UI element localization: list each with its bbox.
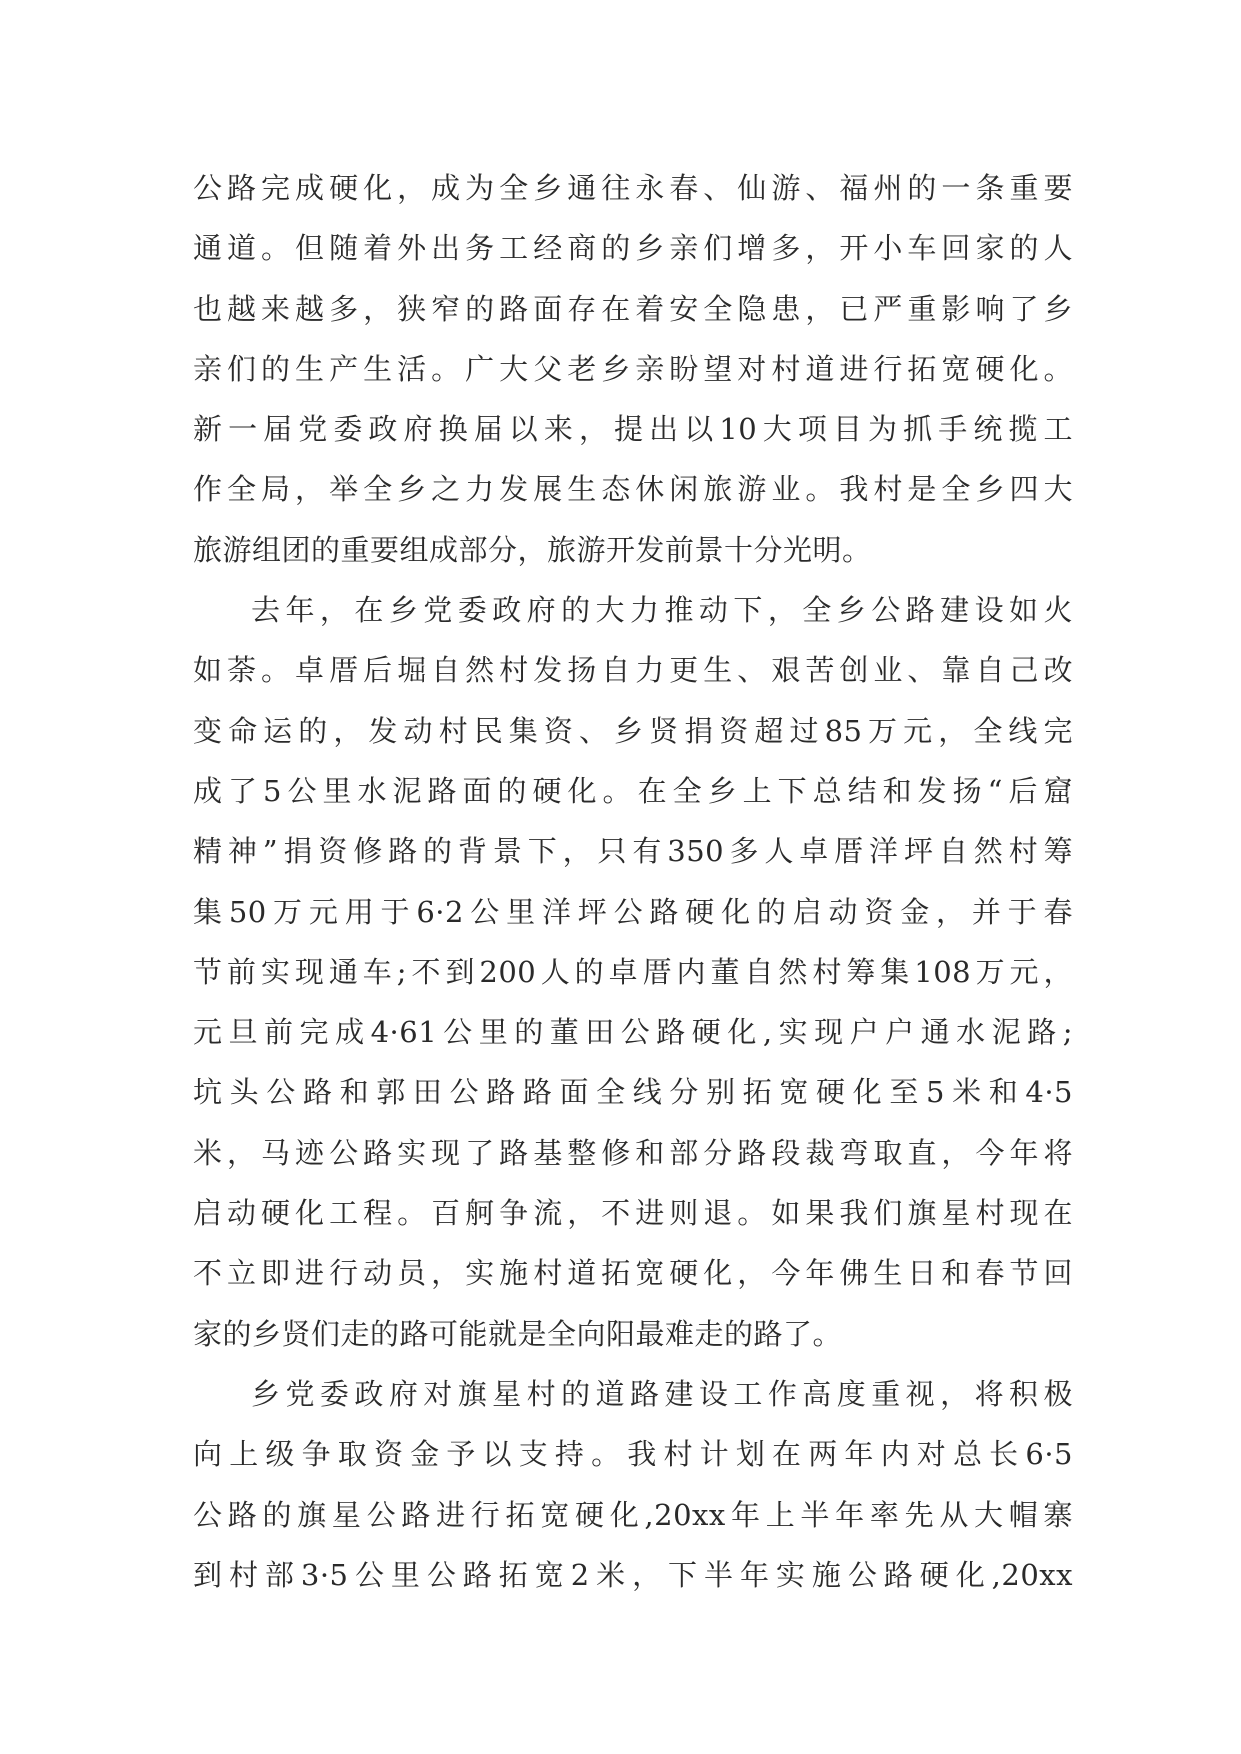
text-line: 通道。但随着外出务工经商的乡亲们增多，开小车回家的人 xyxy=(193,231,1073,266)
text-line: 旅游组团的重要组成部分，旅游开发前景十分光明。 xyxy=(193,532,872,567)
text-line: 也越来越多，狭窄的路面存在着安全隐患，已严重影响了乡 xyxy=(193,291,1073,326)
text-line: 公路的旗星公路进行拓宽硬化,20xx年上半年率先从大帽寨 xyxy=(193,1497,1073,1532)
text-line: 去年，在乡党委政府的大力推动下，全乡公路建设如火 xyxy=(251,593,1073,628)
text-line: 坑头公路和郭田公路路面全线分别拓宽硬化至5米和4·5 xyxy=(193,1075,1073,1110)
text-line: 到村部3·5公里公路拓宽2米，下半年实施公路硬化,20xx xyxy=(193,1557,1073,1592)
text-line: 亲们的生产生活。广大父老乡亲盼望对村道进行拓宽硬化。 xyxy=(193,351,1073,386)
text-line: 成了5公里水泥路面的硬化。在全乡上下总结和发扬“后窟 xyxy=(193,773,1073,808)
text-line: 公路完成硬化，成为全乡通往永春、仙游、福州的一条重要 xyxy=(193,171,1073,205)
text-line: 节前实现通车;不到200人的卓厝内董自然村筹集108万元， xyxy=(193,954,1073,989)
text-line: 不立即进行动员，实施村道拓宽硬化，今年佛生日和春节回 xyxy=(193,1256,1073,1291)
text-line: 集50万元用于6·2公里洋坪公路硬化的启动资金，并于春 xyxy=(193,894,1073,929)
text-line: 启动硬化工程。百舸争流，不进则退。如果我们旗星村现在 xyxy=(193,1196,1073,1231)
text-line: 向上级争取资金予以支持。我村计划在两年内对总长6·5 xyxy=(193,1437,1073,1472)
text-line: 变命运的，发动村民集资、乡贤捐资超过85万元，全线完 xyxy=(193,713,1073,748)
text-line: 作全局，举全乡之力发展生态休闲旅游业。我村是全乡四大 xyxy=(193,472,1073,507)
text-line: 米，马迹公路实现了路基整修和部分路段裁弯取直，今年将 xyxy=(193,1135,1073,1170)
text-line: 家的乡贤们走的路可能就是全向阳最难走的路了。 xyxy=(193,1316,843,1351)
text-line: 新一届党委政府换届以来，提出以10大项目为抓手统揽工 xyxy=(193,412,1073,447)
text-line: 乡党委政府对旗星村的道路建设工作高度重视，将积极 xyxy=(251,1376,1073,1411)
body-text xyxy=(193,158,1073,1605)
text-line: 如荼。卓厝后堀自然村发扬自力更生、艰苦创业、靠自己改 xyxy=(193,653,1073,688)
text-line: 元旦前完成4·61公里的董田公路硬化,实现户户通水泥路; xyxy=(193,1015,1073,1050)
text-line: 精神”捐资修路的背景下，只有350多人卓厝洋坪自然村筹 xyxy=(193,834,1073,869)
